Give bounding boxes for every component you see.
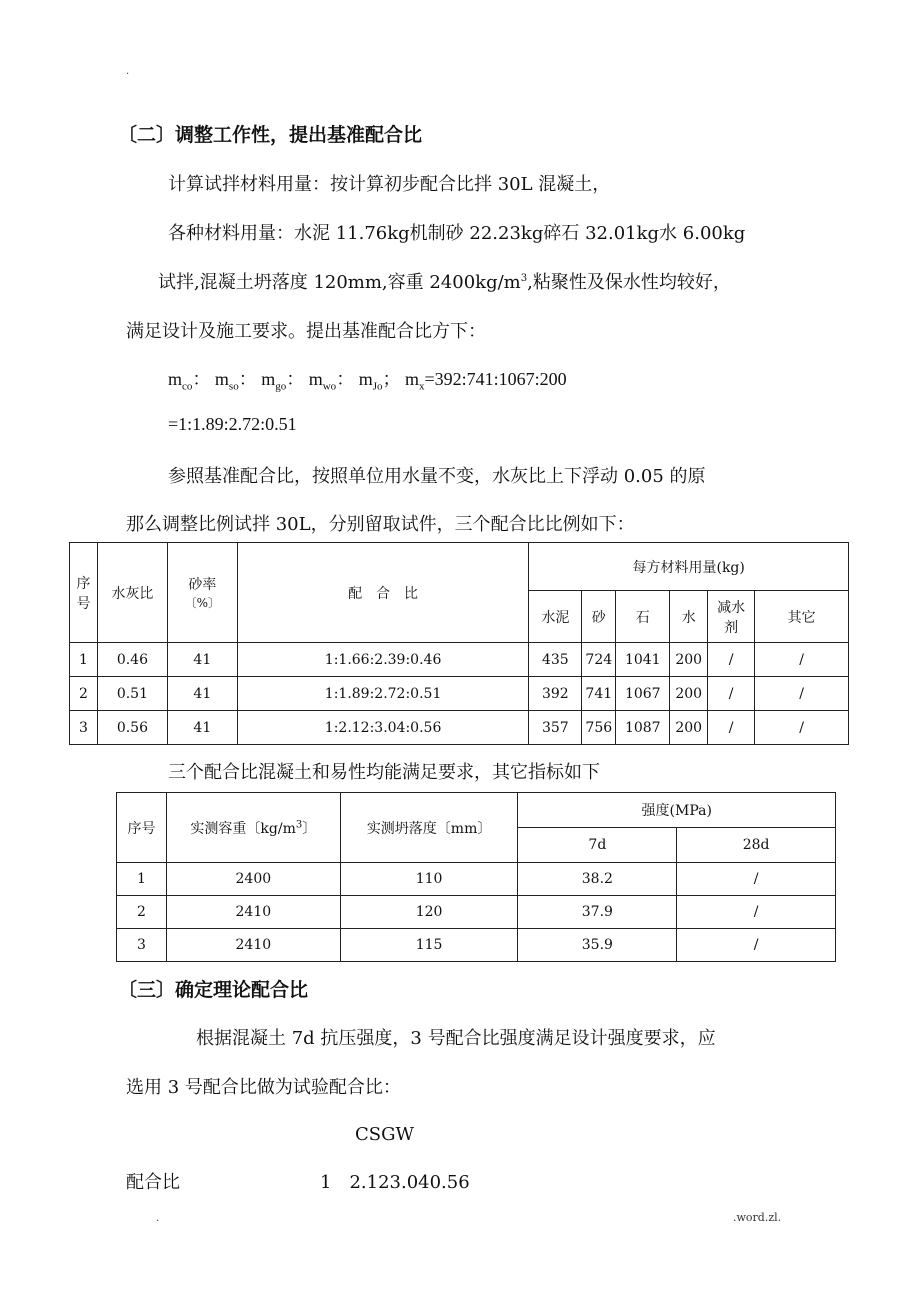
cell: 2 [117, 896, 167, 929]
base-ratio: =1:1.89:2.72:0.51 [168, 414, 297, 434]
cell: 3 [117, 929, 167, 962]
cell: / [755, 677, 849, 711]
paragraph-requirements: 满足设计及施工要求。提出基准配合比方下： [126, 321, 486, 342]
cell: 35.9 [518, 929, 677, 962]
cell: 1067 [616, 677, 670, 711]
cell: 1:1.89:2.72:0.51 [237, 677, 529, 711]
cell: / [755, 711, 849, 745]
mix-ratio-value: 1 2.123.040.56 [320, 1172, 470, 1193]
cell: 1:2.12:3.04:0.56 [237, 711, 529, 745]
cell: 1041 [616, 643, 670, 677]
cell: 1:1.66:2.39:0.46 [237, 643, 529, 677]
cell: 0.56 [97, 711, 167, 745]
cell: / [677, 896, 836, 929]
cell: 741 [582, 677, 616, 711]
cell: 38.2 [518, 863, 677, 896]
header-sand: 砂 [582, 591, 616, 643]
table-row [117, 896, 836, 929]
table-row [70, 677, 849, 711]
header-reducer: 减水 剂 [708, 591, 755, 643]
cell: 41 [167, 643, 237, 677]
cell: 0.51 [97, 677, 167, 711]
cell: 110 [340, 863, 518, 896]
header-seq: 序 号 [70, 543, 98, 643]
cell: 41 [167, 677, 237, 711]
header-materials: 每方材料用量(kg) [529, 543, 849, 591]
cell: 0.46 [97, 643, 167, 677]
header-7d: 7d [518, 828, 677, 863]
paragraph-three-ratios: 那么调整比例试拌 30L，分别留取试件，三个配合比比例如下： [126, 514, 635, 535]
cell: 200 [670, 711, 708, 745]
mix-formula: $m_{co}$： $m_{so}$： $m_{go}$： $m_{wo}$： $m_{Jo}$； $m_x=392:741:1067:200$ [168, 369, 567, 393]
cell: 756 [582, 711, 616, 745]
header-cement: 水泥 [529, 591, 582, 643]
cell: 2 [70, 677, 98, 711]
cell: 200 [670, 643, 708, 677]
cell: 37.9 [518, 896, 677, 929]
cell: 392 [529, 677, 582, 711]
cell: / [677, 863, 836, 896]
cell: 2410 [166, 896, 340, 929]
cell: 1 [70, 643, 98, 677]
cell: / [755, 643, 849, 677]
paragraph-workability: 三个配合比混凝土和易性均能满足要求，其它指标如下 [168, 762, 600, 783]
paragraph-selection: 选用 3 号配合比做为试验配合比： [126, 1077, 401, 1098]
cell: 200 [670, 677, 708, 711]
cell: / [708, 711, 755, 745]
section-2-heading: 〔二〕调整工作性，提出基准配合比 [118, 124, 423, 146]
header-seq: 序号 [117, 793, 167, 863]
cell: 2400 [166, 863, 340, 896]
header-mix-ratio: 配 合 比 [237, 543, 529, 643]
cell: 41 [167, 711, 237, 745]
paragraph-adjustment: 参照基准配合比，按照单位用水量不变，水灰比上下浮动 0.05 的原 [168, 466, 706, 487]
cell: 120 [340, 896, 518, 929]
cell: 3 [70, 711, 98, 745]
header-strength: 强度(MPa) [518, 793, 836, 828]
cell: 357 [529, 711, 582, 745]
cell: 115 [340, 929, 518, 962]
cell: / [677, 929, 836, 962]
cell: 435 [529, 643, 582, 677]
header-28d: 28d [677, 828, 836, 863]
header-stone: 石 [616, 591, 670, 643]
bottom-dot: . [156, 1213, 160, 1224]
cell: / [708, 643, 755, 677]
csgw-label: CSGW [355, 1124, 414, 1145]
header-sand-ratio: 砂率 〔%〕 [167, 543, 237, 643]
section-3-heading: 〔三〕确定理论配合比 [118, 979, 309, 1001]
mix-ratio-label: 配合比 [126, 1172, 180, 1193]
cell: 1087 [616, 711, 670, 745]
cell: 2410 [166, 929, 340, 962]
table-row [70, 711, 849, 745]
footer-text: .word.zl. [733, 1211, 782, 1224]
paragraph-trial-mix: 计算试拌材料用量：按计算初步配合比拌 30L 混凝土， [168, 174, 611, 195]
table-row [117, 929, 836, 962]
header-slump: 实测坍落度〔mm〕 [340, 793, 518, 863]
header-water: 水 [670, 591, 708, 643]
paragraph-material-quantities: 各种材料用量：水泥 11.76kg机制砂 22.23kg碎石 32.01kg水 6.00kg [168, 223, 746, 244]
cell: 1 [117, 863, 167, 896]
top-dot: . [126, 66, 130, 77]
table-row [70, 643, 849, 677]
strength-table [116, 792, 836, 962]
cell: 724 [582, 643, 616, 677]
table-row [117, 863, 836, 896]
header-water-cement: 水灰比 [97, 543, 167, 643]
header-other: 其它 [755, 591, 849, 643]
paragraph-slump-density: 试拌,混凝土坍落度 120mm,容重 $2400kg/m^3$,粘聚性及保水性均较好， [158, 272, 731, 293]
header-density: 实测容重〔$kg/m^3$〕 [166, 793, 340, 863]
paragraph-strength-basis: 根据混凝土 7d 抗压强度，3 号配合比强度满足设计强度要求，应 [196, 1028, 716, 1049]
mix-ratio-table [69, 542, 849, 745]
cell: / [708, 677, 755, 711]
